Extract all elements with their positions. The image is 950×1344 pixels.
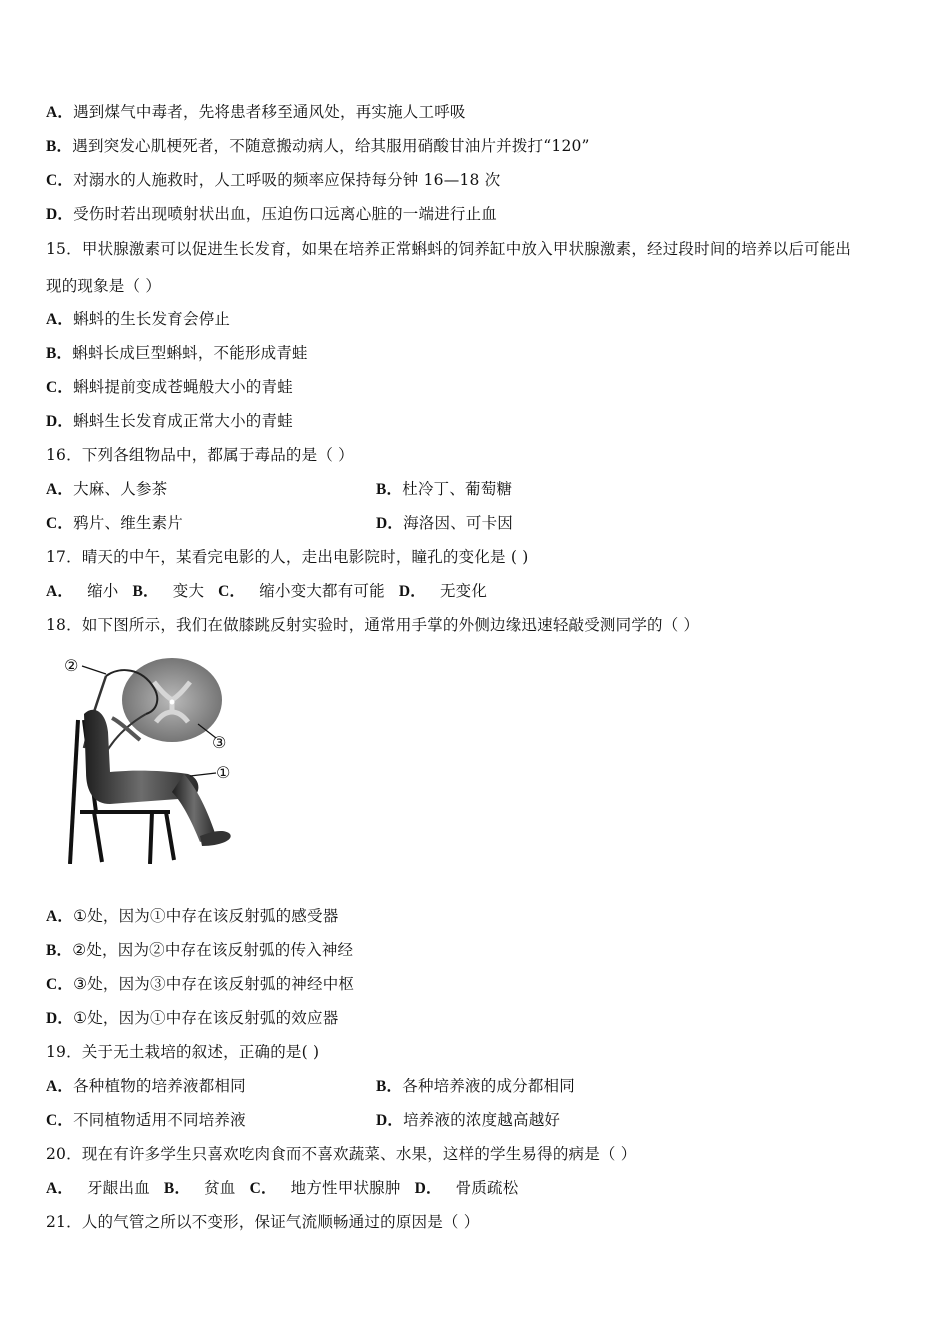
q18-option-a: A．①处，因为①中存在该反射弧的感受器	[46, 907, 339, 925]
label-three: ③	[212, 733, 227, 752]
q15-stem-line1: 15．甲状腺激素可以促进生长发育，如果在培养正常蝌蚪的饲养缸中放入甲状腺激素，经过段时间的培养以后可能出	[46, 240, 852, 258]
q19-option-a: A．各种植物的培养液都相同	[46, 1077, 246, 1095]
knee-jerk-reflex-figure	[50, 652, 240, 864]
q17-option-d: D． 无变化	[398, 582, 488, 600]
q20-stem: 20．现在有许多学生只喜欢吃肉食而不喜欢蔬菜、水果，这样的学生易得的病是（ ）	[46, 1145, 637, 1163]
q17-options	[46, 581, 487, 602]
q17-option-a: A． 缩小	[46, 582, 119, 600]
q18-option-c: C．③处，因为③中存在该反射弧的神经中枢	[46, 975, 355, 993]
pointer-line-two	[82, 666, 106, 674]
pointer-line-one	[190, 773, 216, 776]
q15-option-c: C．蝌蚪提前变成苍蝇般大小的青蛙	[46, 378, 293, 396]
q15-option-a: A．蝌蚪的生长发育会停止	[46, 310, 231, 328]
q21-stem: 21．人的气管之所以不变形，保证气流顺畅通过的原因是（ ）	[46, 1213, 480, 1231]
q19-option-b: B．各种培养液的成分都相同	[376, 1077, 575, 1095]
q15-option-b: B．蝌蚪长成巨型蝌蚪，不能形成青蛙	[46, 344, 308, 362]
q17-stem: 17．晴天的中午，某看完电影的人，走出电影院时，瞳孔的变化是 ( )	[46, 548, 529, 566]
spinal-cord-section	[122, 658, 222, 742]
q15-option-d: D．蝌蚪生长发育成正常大小的青蛙	[46, 412, 293, 430]
q16-options-row1	[46, 479, 906, 500]
q16-option-b: B．杜冷丁、葡萄糖	[376, 480, 513, 498]
q14-option-d: D．受伤时若出现喷射状出血，压迫伤口远离心脏的一端进行止血	[46, 205, 497, 223]
q16-option-c: C．鸦片、维生素片	[46, 514, 183, 532]
q20-option-c: C． 地方性甲状腺肿	[249, 1179, 401, 1197]
q19-options-row2	[46, 1110, 906, 1131]
q20-option-d: D． 骨质疏松	[414, 1179, 519, 1197]
q19-options-row1	[46, 1076, 906, 1097]
q19-option-c: C．不同植物适用不同培养液	[46, 1111, 246, 1129]
q18-option-d: D．①处，因为①中存在该反射弧的效应器	[46, 1009, 339, 1027]
q18-stem: 18．如下图所示，我们在做膝跳反射实验时，通常用手掌的外侧边缘迅速轻敲受测同学的（ ）	[46, 616, 700, 634]
q16-option-d: D．海洛因、可卡因	[376, 514, 513, 532]
q20-option-b: B． 贫血	[163, 1179, 236, 1197]
label-two: ②	[64, 656, 79, 675]
q19-stem: 19．关于无土栽培的叙述，正确的是( )	[46, 1043, 320, 1061]
q20-option-a: A． 牙龈出血	[46, 1179, 150, 1197]
q19-option-d: D．培养液的浓度越高越好	[376, 1111, 561, 1129]
q17-option-b: B． 变大	[132, 582, 205, 600]
q14-option-c: C．对溺水的人施救时，人工呼吸的频率应保持每分钟 16—18 次	[46, 171, 501, 189]
q15-stem-line2: 现的现象是（ ）	[46, 277, 162, 295]
q17-option-c: C． 缩小变大都有可能	[218, 582, 385, 600]
q16-option-a: A．大麻、人参茶	[46, 480, 168, 498]
label-one: ①	[216, 763, 231, 782]
q16-options-row2	[46, 513, 906, 534]
q14-option-a: A．遇到煤气中毒者，先将患者移至通风处，再实施人工呼吸	[46, 103, 466, 121]
q18-option-b: B．②处，因为②中存在该反射弧的传入神经	[46, 941, 354, 959]
q16-stem: 16．下列各组物品中，都属于毒品的是（ ）	[46, 446, 354, 464]
q20-options	[46, 1178, 518, 1199]
q14-option-b: B．遇到突发心肌梗死者，不随意搬动病人，给其服用硝酸甘油片并拨打“120”	[46, 137, 590, 155]
